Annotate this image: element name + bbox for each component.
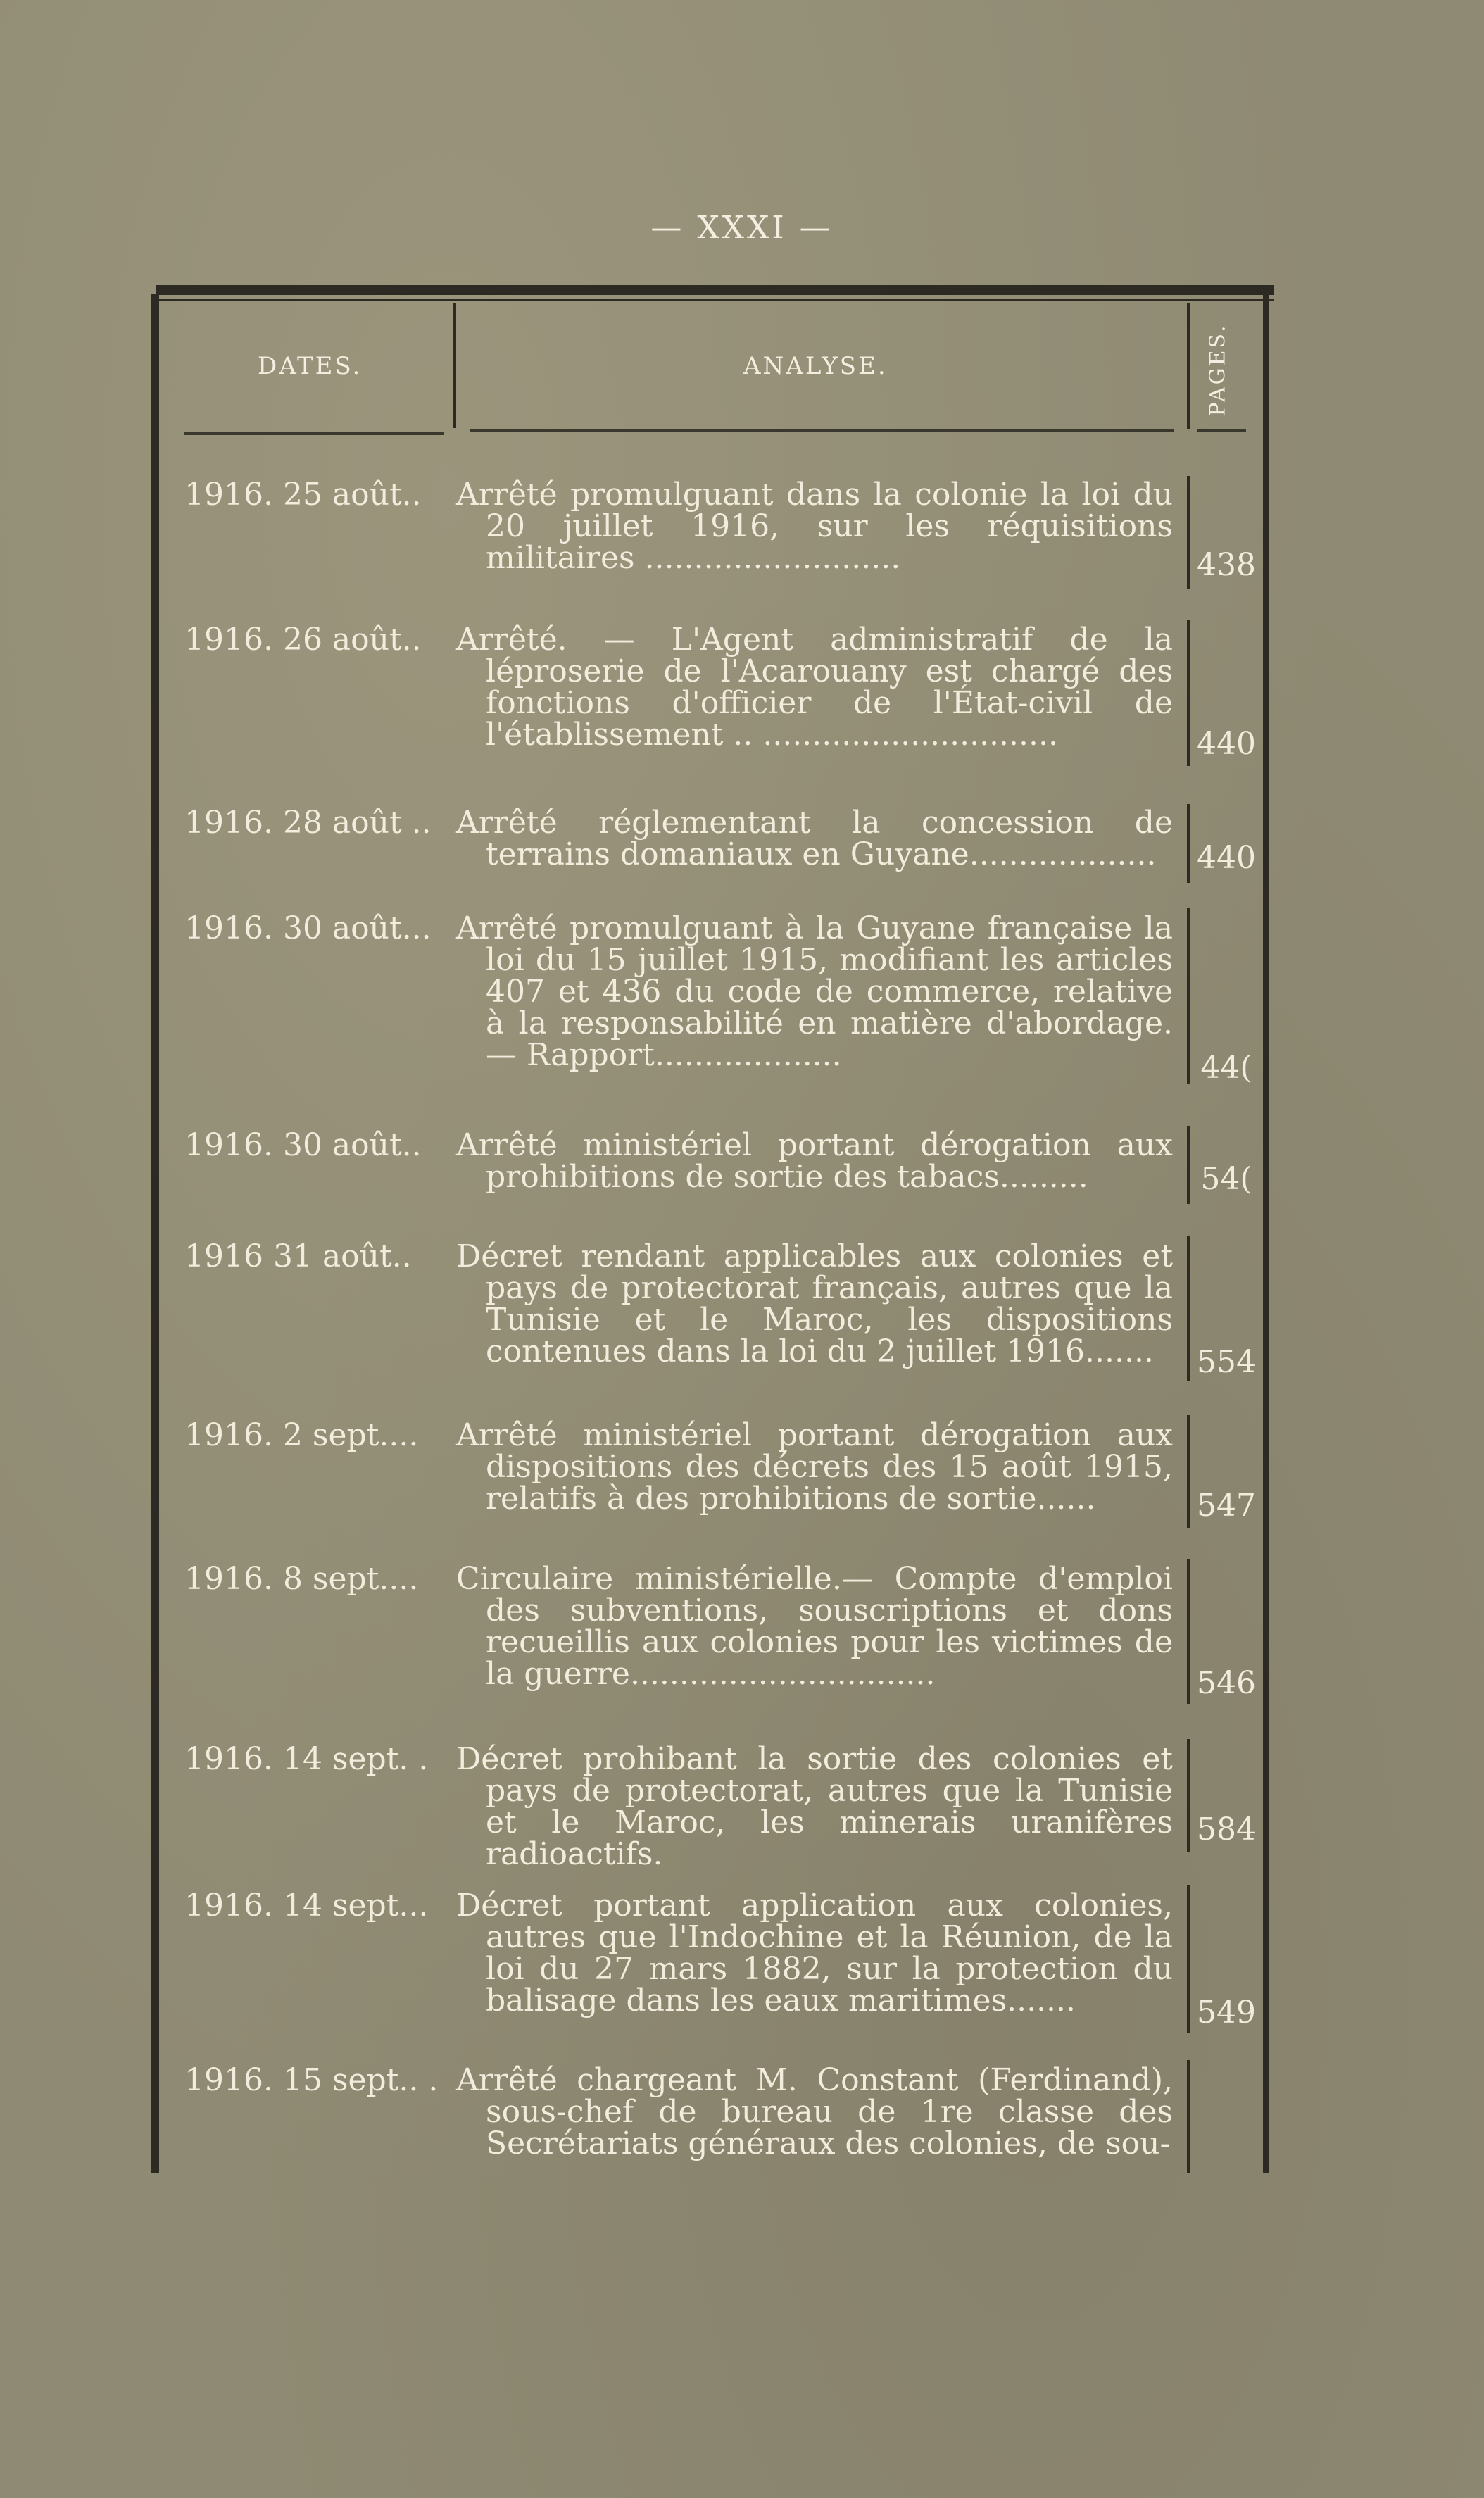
entry-analysis: Arrêté ministériel portant dérogation aux dispositions des décrets des 15 août 1915, relatifs à des prohibitions de sortie......: [456, 1417, 1173, 1517]
entry-analysis: Arrêté promulguant à la Guyane française la loi du 15 juillet 1915, modifiant les articles 407 et 436 du code de commerce, relative à la responsabilité en matière d'abordage. — Rapport...................: [456, 910, 1173, 1073]
entry-page: 546: [1197, 1665, 1256, 1701]
entry-date: 1916. 25 août..: [184, 477, 422, 513]
entry-divider: [1187, 1559, 1190, 1704]
entry-divider: [1187, 1885, 1190, 2033]
entry-analysis: Décret rendant applicables aux colonies et pays de protectorat français, autres que la Tunisie et le Maroc, les dispositions contenues dans la loi du 2 juillet 1916.......: [456, 1238, 1173, 1369]
entry-date: 1916. 26 août..: [184, 622, 422, 658]
entry-divider: [1187, 908, 1190, 1084]
entry-analysis: Décret prohibant la sortie des colonies et pays de protectorat, autres que la Tunisie et le Maroc, les minerais uranifères radioactifs.: [456, 1741, 1173, 1872]
entry-page: 440: [1197, 840, 1256, 876]
table-left-rule: [151, 294, 159, 2173]
entry-divider: [1187, 804, 1190, 883]
entry-page: 440: [1197, 726, 1256, 762]
entry-date: 1916. 2 sept....: [184, 1417, 419, 1453]
entry-analysis: Décret portant application aux colonies, autres que l'Indochine et la Réunion, de la loi du 27 mars 1882, sur la protection du balisage dans les eaux maritimes.......: [456, 1888, 1173, 2019]
header-underline-dates: [184, 432, 444, 435]
entry-page: 438: [1197, 547, 1256, 583]
entry-divider: [1187, 1126, 1190, 1204]
entry-page: 54(: [1200, 1161, 1252, 1197]
entry-date: 1916. 14 sept...: [184, 1888, 429, 1923]
table-right-rule: [1263, 294, 1269, 2173]
entry-date: 1916. 14 sept. .: [184, 1741, 429, 1777]
entry-analysis: Arrêté chargeant M. Constant (Ferdinand), sous-chef de bureau de 1re classe des Secrétariats généraux des colonies, de sou-: [456, 2062, 1173, 2161]
entry-analysis: Arrêté réglementant la concession de terrains domaniaux en Guyane...................: [456, 805, 1173, 872]
entry-date: 1916 31 août..: [184, 1238, 412, 1274]
header-underline-pages: [1197, 429, 1246, 432]
table-top-rule: [156, 285, 1274, 295]
entry-date: 1916. 15 sept.. .: [184, 2062, 439, 2098]
entry-date: 1916. 28 août ..: [184, 805, 432, 841]
entry-analysis: Arrêté. — L'Agent administratif de la léproserie de l'Acarouany est chargé des fonctions d'officier de l'État-civil de l'établissement .. ..............................: [456, 622, 1173, 753]
entry-divider: [1187, 1739, 1190, 1852]
entry-analysis: Arrêté ministériel portant dérogation aux prohibitions de sortie des tabacs.........: [456, 1127, 1173, 1195]
pages-divider-header: [1187, 303, 1190, 429]
entry-page: 554: [1197, 1344, 1256, 1380]
entry-analysis: Arrêté promulguant dans la colonie la loi du 20 juillet 1916, sur les réquisitions militaires ..........................: [456, 477, 1173, 576]
entry-page: 547: [1197, 1488, 1256, 1524]
entry-divider: [1187, 476, 1190, 589]
header-analysis: ANALYSE.: [743, 352, 888, 380]
entry-page: 44(: [1200, 1050, 1252, 1086]
entry-divider: [1187, 1415, 1190, 1528]
header-dates: DATES.: [258, 352, 363, 380]
entry-analysis: Circulaire ministérielle.— Compte d'emploi des subventions, souscriptions et dons recueillis aux colonies pour les victimes de la guerre...............................: [456, 1561, 1173, 1692]
header-underline-analysis: [470, 429, 1174, 432]
entry-page: 584: [1197, 1812, 1256, 1847]
entry-date: 1916. 30 août...: [184, 910, 432, 946]
entry-page: 549: [1197, 1995, 1256, 2031]
entry-divider: [1187, 2060, 1190, 2173]
column-divider-header: [453, 303, 456, 428]
entry-divider: [1187, 1236, 1190, 1381]
entry-divider: [1187, 620, 1190, 766]
entry-date: 1916. 8 sept....: [184, 1561, 419, 1597]
entry-date: 1916. 30 août..: [184, 1127, 422, 1163]
table-top-rule-thin: [156, 299, 1274, 301]
page-number: — XXXI —: [650, 210, 834, 246]
header-pages: PAGES.: [1205, 323, 1231, 416]
